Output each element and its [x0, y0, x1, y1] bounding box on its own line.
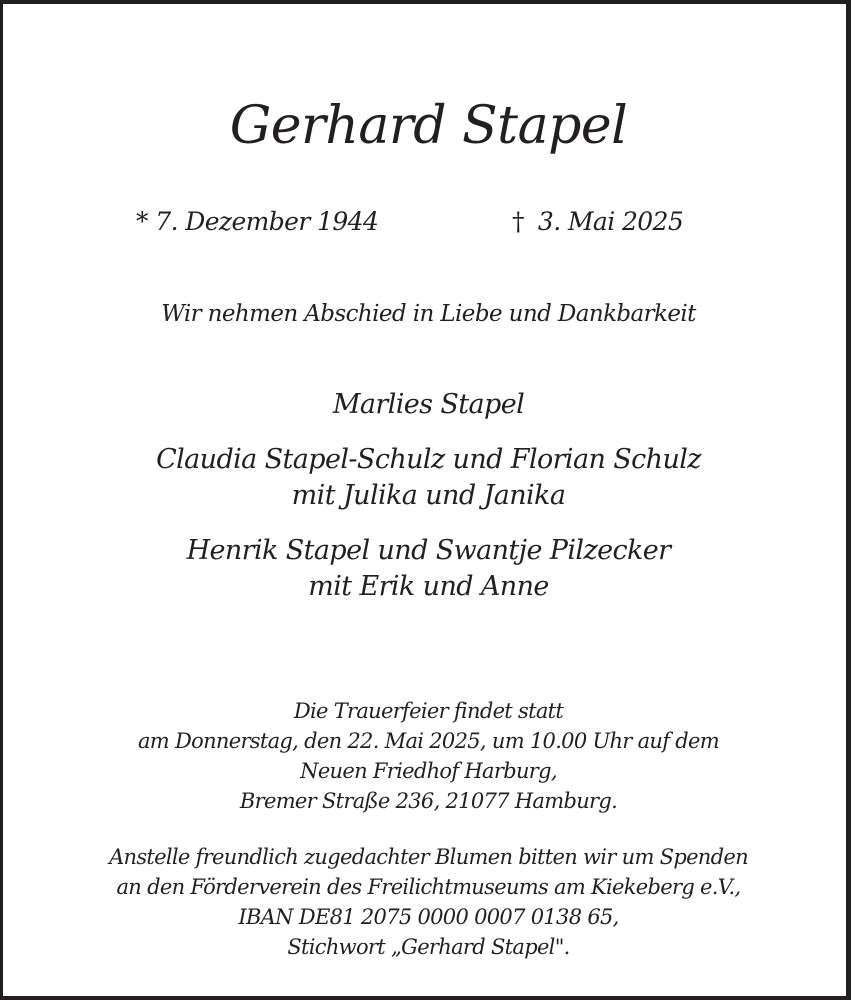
mourner-line: mit Erik und Anne	[308, 571, 549, 602]
birth-star-icon: *	[136, 207, 148, 236]
mourner-line: Claudia Stapel-Schulz und Florian Schulz	[156, 444, 701, 475]
donation-line: IBAN DE81 2075 0000 0007 0138 65,	[238, 905, 619, 929]
donation-line: Anstelle freundlich zugedachter Blumen bitten wir um Spenden	[109, 845, 748, 869]
mourner-line: Marlies Stapel	[332, 389, 525, 420]
farewell-line: Wir nehmen Abschied in Liebe und Dankbarkeit	[161, 301, 696, 327]
death-date-text: 3. Mai 2025	[537, 207, 684, 236]
mourner-line: Henrik Stapel und Swantje Pilzecker	[186, 535, 671, 566]
donation-line: Stichwort „Gerhard Stapel".	[287, 935, 570, 959]
death-cross-icon: †	[512, 207, 524, 236]
ceremony-line: Neuen Friedhof Harburg,	[300, 759, 557, 783]
deceased-name: Gerhard Stapel	[229, 96, 628, 156]
ceremony-line: Die Trauerfeier findet statt	[293, 699, 564, 723]
birth-date-text: 7. Dezember 1944	[155, 207, 379, 236]
mourner-line: mit Julika und Janika	[291, 480, 566, 511]
donation-line: an den Förderverein des Freilichtmuseums am Kiekeberg e.V.,	[116, 875, 741, 899]
ceremony-line: am Donnerstag, den 22. Mai 2025, um 10.00 Uhr auf dem	[137, 729, 719, 753]
birth-date	[136, 204, 378, 240]
ceremony-line: Bremer Straße 236, 21077 Hamburg.	[239, 789, 618, 813]
death-date	[512, 204, 683, 240]
life-dates	[3, 204, 851, 240]
